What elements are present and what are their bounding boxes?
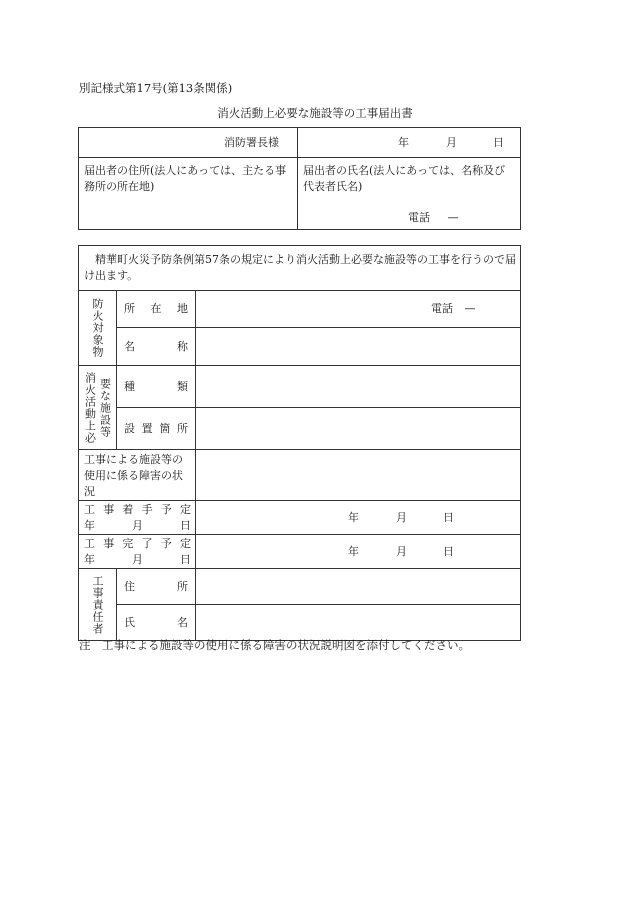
contractor-name-value-cell[interactable] [196, 605, 521, 641]
finish-label-day: 日 [180, 553, 191, 566]
obstacle-label: 工事による施設等の使用に係る障害の状況 [84, 453, 183, 498]
facility-type-value-cell[interactable] [196, 366, 521, 408]
submission-date-cell[interactable] [298, 128, 521, 158]
applicant-address-cell[interactable] [79, 158, 298, 230]
start-date-cell[interactable] [196, 501, 521, 535]
recipient-label: 消防署長様 [224, 135, 279, 149]
location-label-cell: 所 在 地 [117, 291, 196, 328]
contractor-group-label: 工事責任者 [91, 574, 104, 635]
facility-group-cell [79, 366, 117, 450]
applicant-phone-label: 電話 [408, 211, 430, 224]
date-day-label: 日 [493, 135, 504, 149]
date-year-label: 年 [398, 135, 409, 149]
finish-year: 年 [348, 545, 359, 558]
applicant-name-cell[interactable] [298, 158, 521, 230]
start-year: 年 [348, 511, 359, 524]
finish-label-year: 年 [84, 553, 95, 566]
facility-place-label-cell: 設 置 箇 所 [117, 408, 196, 450]
document-title: 消火活動上必要な施設等の工事届出書 [217, 106, 413, 120]
recipient-cell [79, 128, 298, 158]
footnote: 注 工事による施設等の使用に係る障害の状況説明図を添付してください。 [79, 638, 470, 652]
start-month: 月 [396, 511, 407, 524]
target-name-value-cell[interactable] [196, 328, 521, 366]
form-number-label: 別記様式第17号(第13条関係) [79, 81, 233, 95]
facility-place-value-cell[interactable] [196, 408, 521, 450]
applicant-address-label: 届出者の住所(法人にあっては、主たる事務所の所在地) [84, 164, 287, 193]
applicant-phone-dash: — [447, 211, 459, 224]
obstacle-value-cell[interactable] [196, 450, 521, 501]
target-name-label-cell: 名 称 [117, 328, 196, 366]
start-label-year: 年 [84, 519, 95, 532]
location-value-cell[interactable] [196, 291, 521, 328]
target-group-cell [79, 291, 117, 366]
finish-date-cell[interactable] [196, 535, 521, 569]
contractor-address-label-cell: 住 所 [117, 569, 196, 605]
contractor-name-label-cell: 氏 名 [117, 605, 196, 641]
header-table [78, 127, 521, 230]
contractor-address-value-cell[interactable] [196, 569, 521, 605]
contractor-group-cell [79, 569, 117, 641]
facility-group-label-col2: 要な施設等 [98, 377, 112, 438]
statement-cell [79, 246, 521, 291]
finish-label-cell: 工 事 完 了 予 定 年 月 日 [79, 535, 196, 569]
obstacle-label-cell [79, 450, 196, 501]
applicant-name-label: 届出者の氏名(法人にあっては、名称及び代表者氏名) [303, 164, 506, 193]
finish-label-month: 月 [132, 553, 143, 566]
facility-type-label-cell: 種 類 [117, 366, 196, 408]
target-phone-label: 電話 [431, 302, 453, 315]
start-label-cell: 工 事 着 手 予 定 年 月 日 [79, 501, 196, 535]
finish-month: 月 [396, 545, 407, 558]
start-day: 日 [443, 511, 454, 524]
main-table [78, 245, 521, 641]
target-phone-dash: — [464, 302, 476, 315]
start-label-month: 月 [132, 519, 143, 532]
statement-text: 精華町火災予防条例第57条の規定により消火活動上必要な施設等の工事を行うので届け出ます。 [84, 253, 516, 282]
facility-group-label-col1: 消火活動上必 [83, 371, 97, 444]
date-month-label: 月 [446, 135, 457, 149]
target-group-label: 防火対象物 [91, 298, 104, 358]
finish-day: 日 [443, 545, 454, 558]
start-label-day: 日 [180, 519, 191, 532]
